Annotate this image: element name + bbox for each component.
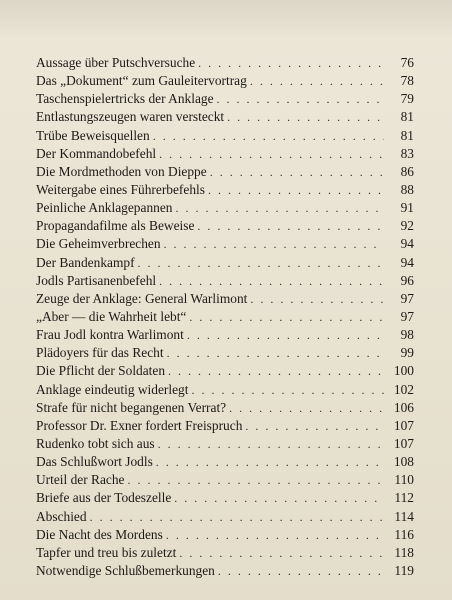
toc-entry-title: Propagandafilme als Beweise — [36, 218, 195, 234]
toc-entry-title: Die Mordmethoden von Dieppe — [36, 163, 207, 179]
dot-leader — [229, 399, 384, 417]
toc-entry — [36, 471, 414, 489]
toc-entry — [36, 181, 414, 199]
toc-entry — [36, 453, 414, 471]
toc-entry — [36, 254, 414, 272]
toc-entry-title: Plädoyers für das Recht — [36, 345, 164, 361]
toc-entry-title: Die Pflicht der Soldaten — [36, 363, 166, 379]
toc-entry-page: 112 — [394, 490, 414, 506]
toc-entry — [36, 54, 414, 72]
toc-entry-title: Die Geheimverbrechen — [36, 236, 161, 252]
dot-leader — [167, 344, 384, 362]
toc-entry — [36, 308, 414, 326]
toc-entry — [36, 235, 414, 253]
toc-entry — [36, 562, 414, 580]
dot-leader — [210, 163, 384, 181]
dot-leader — [189, 308, 384, 326]
dot-leader — [217, 90, 384, 108]
toc-entry-page: 81 — [400, 127, 414, 143]
toc-entry-title: Abschied — [36, 508, 87, 524]
toc-entry — [36, 290, 414, 308]
dot-leader — [138, 254, 384, 272]
toc-entry-page: 110 — [394, 472, 414, 488]
toc-entry — [36, 399, 414, 417]
dot-leader — [245, 417, 384, 435]
toc-entry-title: Taschenspielertricks der Anklage — [36, 91, 214, 107]
dot-leader — [164, 235, 384, 253]
dot-leader — [179, 544, 384, 562]
toc-entry-page: 78 — [400, 73, 414, 89]
dot-leader — [227, 108, 384, 126]
toc-entry-page: 108 — [393, 454, 414, 470]
dot-leader — [218, 562, 384, 580]
dot-leader — [156, 453, 384, 471]
toc-entry-page: 118 — [394, 544, 414, 560]
toc-entry — [36, 72, 414, 90]
dot-leader — [166, 526, 384, 544]
toc-entry-page: 81 — [400, 109, 414, 125]
toc-entry-title: Das Schlußwort Jodls — [36, 454, 153, 470]
toc-entry — [36, 526, 414, 544]
dot-leader — [197, 217, 384, 235]
dot-leader — [250, 72, 384, 90]
dot-leader — [187, 326, 384, 344]
toc-entry-page: 106 — [393, 399, 414, 415]
toc-entry-title: Briefe aus der Todeszelle — [36, 490, 172, 506]
toc-entry-page: 116 — [394, 526, 414, 542]
toc-entry-title: Der Kommandobefehl — [36, 145, 157, 161]
toc-entry-title: Weitergabe eines Führerbefehls — [36, 181, 205, 197]
dot-leader — [191, 381, 384, 399]
toc-entry-title: Trübe Beweisquellen — [36, 127, 150, 143]
dot-leader — [158, 435, 384, 453]
toc-entry-title: Strafe für nicht begangenen Verrat? — [36, 399, 227, 415]
dot-leader — [168, 362, 384, 380]
toc-entry-page: 86 — [400, 163, 414, 179]
table-of-contents — [36, 54, 414, 580]
toc-entry-title: Zeuge der Anklage: General Warlimont — [36, 290, 248, 306]
toc-entry-page: 96 — [400, 272, 414, 288]
toc-entry-title: Die Nacht des Mordens — [36, 526, 163, 542]
toc-entry-title: Anklage eindeutig widerlegt — [36, 381, 189, 397]
toc-entry-page: 83 — [400, 145, 414, 161]
toc-entry — [36, 417, 414, 435]
toc-entry-page: 114 — [394, 508, 414, 524]
toc-entry — [36, 326, 414, 344]
toc-entry — [36, 508, 414, 526]
dot-leader — [153, 127, 384, 145]
toc-entry — [36, 127, 414, 145]
toc-entry-page: 94 — [400, 254, 414, 270]
toc-entry-title: Notwendige Schlußbemerkungen — [36, 562, 215, 578]
dot-leader — [159, 145, 384, 163]
toc-entry — [36, 381, 414, 399]
toc-entry-page: 97 — [400, 290, 414, 306]
toc-entry-page: 79 — [400, 91, 414, 107]
toc-entry — [36, 544, 414, 562]
toc-entry-title: Aussage über Putschversuche — [36, 55, 196, 70]
dot-leader — [198, 54, 384, 72]
dot-leader — [250, 290, 384, 308]
toc-entry — [36, 199, 414, 217]
toc-entry-page: 98 — [400, 327, 414, 343]
toc-entry — [36, 108, 414, 126]
toc-entry-title: Professor Dr. Exner fordert Freispruch — [36, 417, 243, 433]
toc-entry-page: 94 — [400, 236, 414, 252]
toc-entry-title: Frau Jodl kontra Warlimont — [36, 327, 184, 343]
dot-leader — [159, 272, 384, 290]
toc-entry-page: 88 — [400, 181, 414, 197]
toc-entry — [36, 163, 414, 181]
page-shadow — [0, 0, 452, 40]
toc-entry-title: Rudenko tobt sich aus — [36, 435, 155, 451]
toc-entry-page: 102 — [393, 381, 414, 397]
toc-entry-title: Tapfer und treu bis zuletzt — [36, 544, 177, 560]
toc-entry-page: 107 — [393, 417, 414, 433]
toc-entry-page: 91 — [400, 200, 414, 216]
toc-entry — [36, 344, 414, 362]
toc-entry — [36, 217, 414, 235]
dot-leader — [175, 199, 384, 217]
toc-entry-page: 99 — [400, 345, 414, 361]
toc-entry-title: Peinliche Anklagepannen — [36, 200, 173, 216]
toc-entry — [36, 435, 414, 453]
toc-entry-title: Urteil der Rache — [36, 472, 125, 488]
toc-entry — [36, 90, 414, 108]
toc-entry-page: 119 — [394, 562, 414, 578]
toc-entry-page: 100 — [393, 363, 414, 379]
toc-entry-page: 92 — [400, 218, 414, 234]
toc-entry-page: 97 — [400, 308, 414, 324]
toc-entry — [36, 145, 414, 163]
dot-leader — [208, 181, 384, 199]
toc-entry-page: 107 — [393, 435, 414, 451]
toc-entry — [36, 489, 414, 507]
toc-entry-title: Das „Dokument“ zum Gauleitervortrag — [36, 73, 247, 89]
toc-entry-title: Der Bandenkampf — [36, 254, 135, 270]
toc-entry — [36, 272, 414, 290]
toc-entry-page: 76 — [400, 55, 414, 70]
toc-entry-title: Jodls Partisanenbefehl — [36, 272, 157, 288]
toc-entry-title: Entlastungszeugen waren versteckt — [36, 109, 225, 125]
toc-entry — [36, 362, 414, 380]
toc-entry-title: „Aber — die Wahrheit lebt“ — [36, 308, 187, 324]
dot-leader — [127, 471, 384, 489]
dot-leader — [90, 508, 384, 526]
dot-leader — [174, 489, 384, 507]
